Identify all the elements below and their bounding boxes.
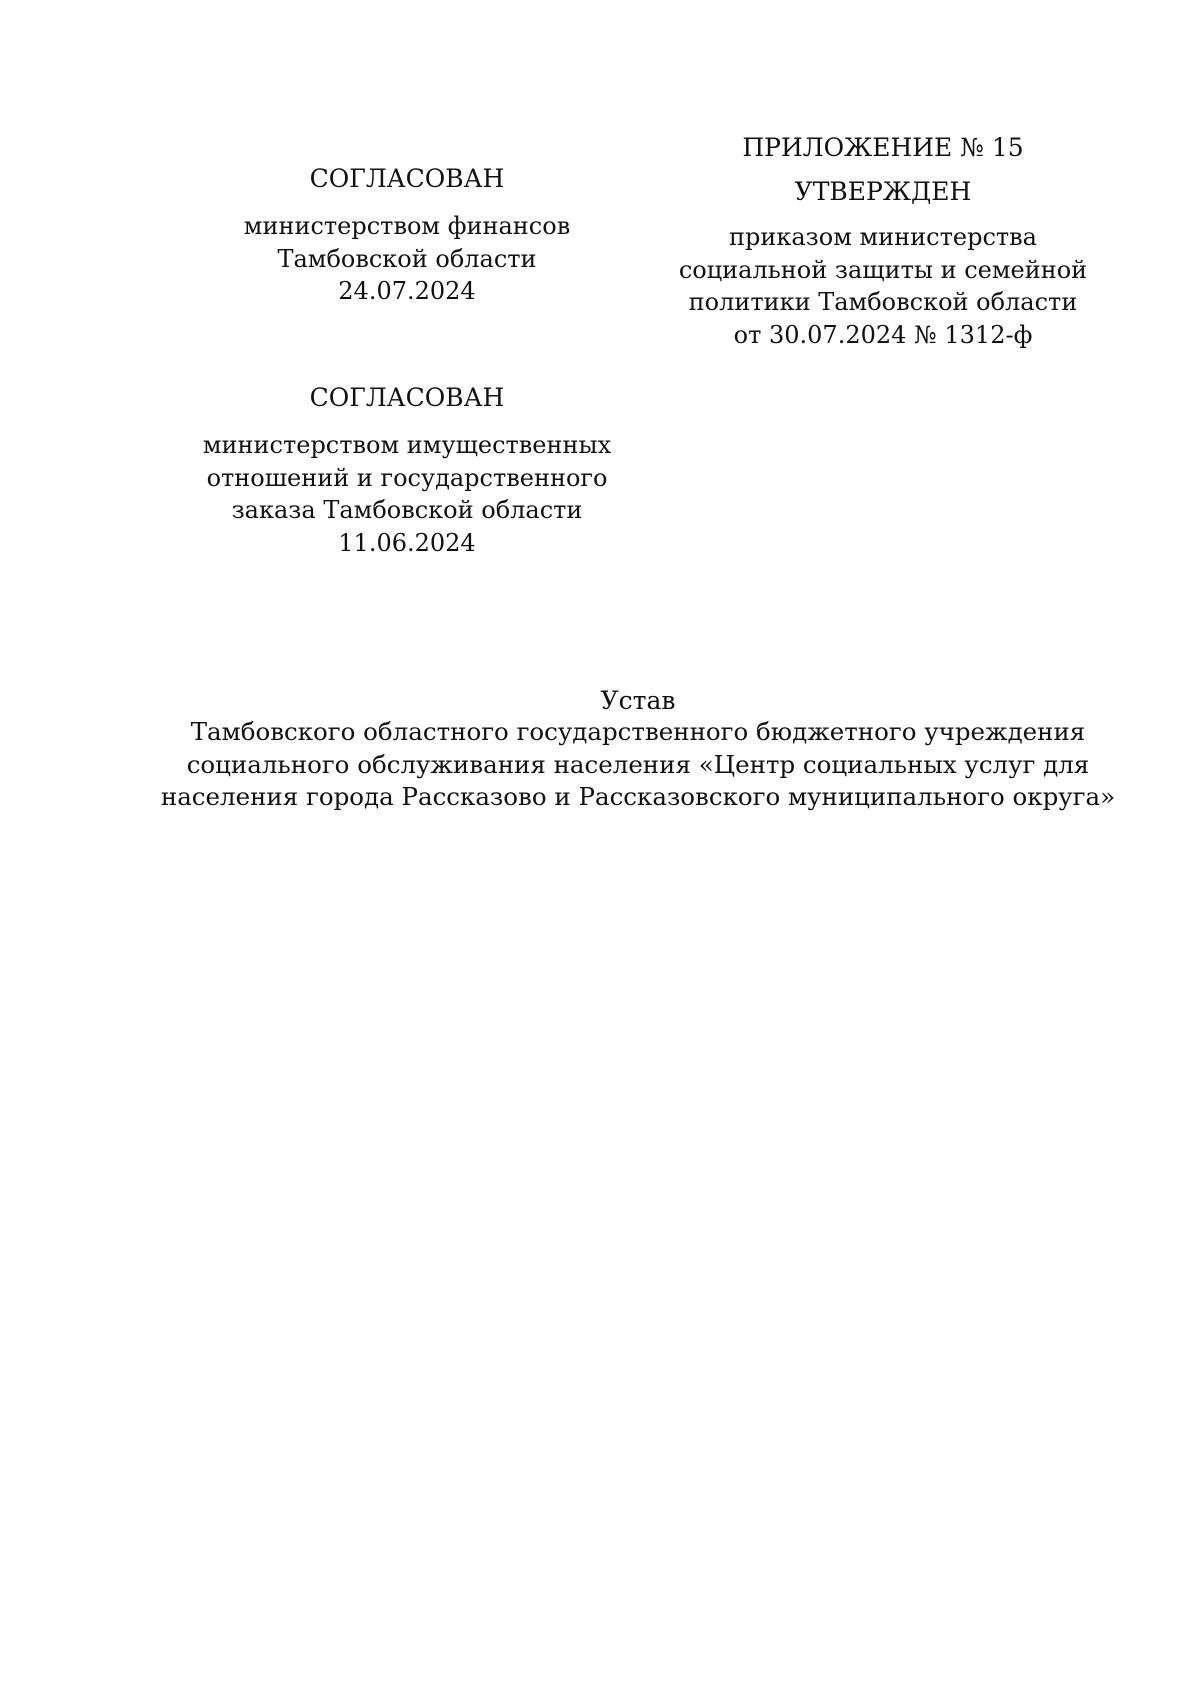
- agreement-date: 24.07.2024: [338, 277, 476, 305]
- agreement-line: отношений и государственного: [206, 463, 608, 492]
- approval-line: политики Тамбовской области: [688, 288, 1078, 316]
- approval-line: приказом министерства: [729, 223, 1037, 251]
- agreement-date: 11.06.2024: [338, 528, 476, 557]
- charter-title-block: [150, 685, 1126, 814]
- appendix-number: ПРИЛОЖЕНИЕ № 15: [742, 133, 1024, 162]
- approval-heading: УТВЕРЖДЕН: [794, 177, 972, 206]
- agreement-line: заказа Тамбовской области: [231, 496, 583, 524]
- approval-line: социальной защиты и семейной: [678, 255, 1088, 284]
- institution-name-line: населения города Рассказово и Рассказовского муниципального округа»: [160, 782, 1116, 811]
- approval-block: [668, 133, 1098, 351]
- approval-order-number: от 30.07.2024 № 1312-ф: [733, 320, 1033, 349]
- agreement-line: министерством финансов: [243, 212, 571, 240]
- agreement-block-property: [198, 383, 616, 559]
- institution-name-line: социального обслуживания населения «Центр социальных услуг для: [186, 749, 1090, 779]
- agreement-line: Тамбовской области: [277, 244, 537, 273]
- institution-name-line: Тамбовского областного государственного бюджетного учреждения: [190, 717, 1086, 746]
- agreement-block-finance: [228, 164, 586, 308]
- document-title: Устав: [600, 686, 676, 715]
- agreement-heading: СОГЛАСОВАН: [309, 164, 505, 193]
- agreement-line: министерством имущественных: [202, 431, 612, 459]
- agreement-heading: СОГЛАСОВАН: [309, 383, 505, 412]
